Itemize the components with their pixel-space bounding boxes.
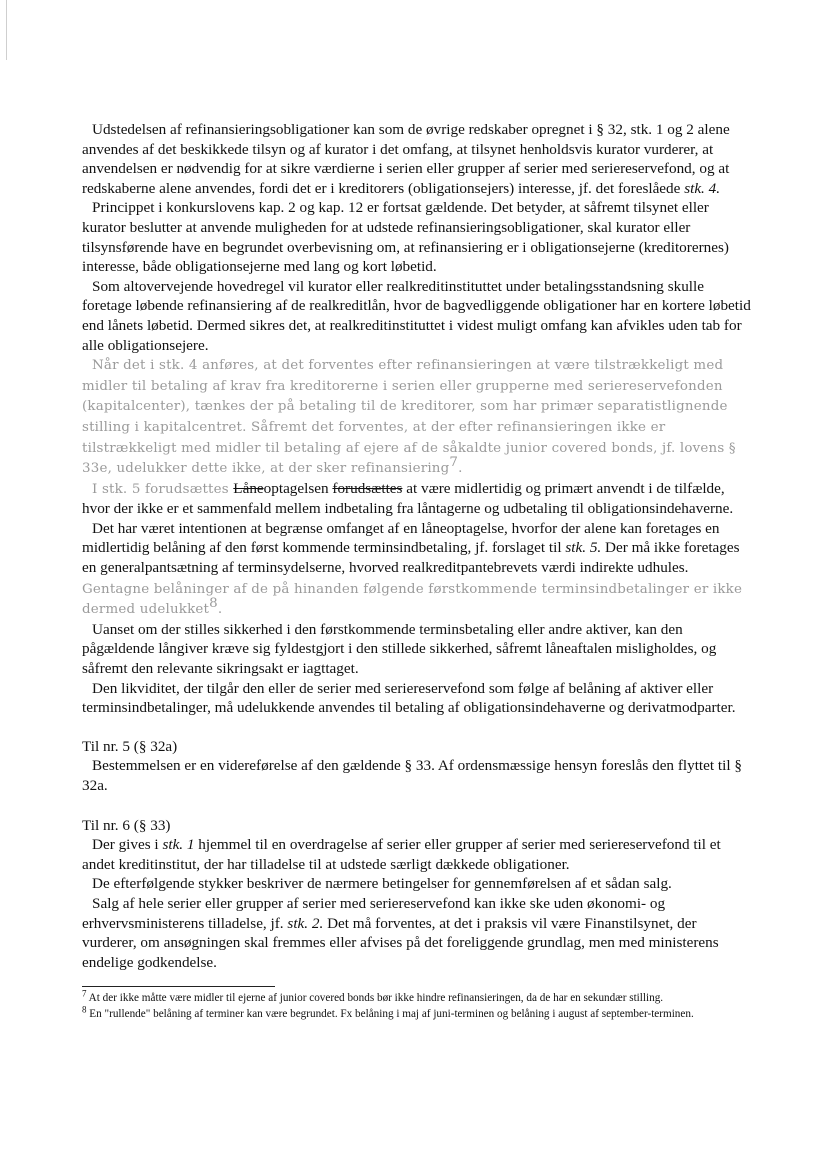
- paragraph-12: [82, 894, 754, 972]
- paragraph-5: [82, 479, 754, 519]
- struck-text: forudsættes: [332, 479, 403, 497]
- paragraph-3: Som altovervejende hovedregel vil kurator eller realkreditinstituttet under betalingsstandsning skulle foretage løbende refinansiering af de realkreditlån, hvor de bagvedliggende obligationer har en kortere løbetid end lånets løbetid. Dermed sikres det, at realkreditinstituttet i videst muligt omfang kan afvikles uden tab for alle obligationsejere.: [82, 277, 751, 354]
- paragraph-8: Den likviditet, der tilgår den eller de serier med seriereservefond som følge af belåning af aktiver eller terminsindbetalinger, må udelukkende anvendes til betaling af obligationsindehaverne og derivatmodparter.: [82, 679, 736, 717]
- paragraph-4: Når det i stk. 4 anføres, at det forventes efter refinansieringen at være tilstrækkeligt med midler til betaling af krav fra kreditorerne i serien eller grupperne med seriereservefonden (kapitalcenter), tænkes der på betaling til de kreditorer, som har primær separatistlignende stilling i kapitalcentret. Såfremt det forventes, at der efter refinansieringen ikke er tilstrækkeligt med midler til betaling af ejere af de såkaldte junior covered bonds, jf. lovens § 33e, udelukker dette ikke, at der sker refinansiering$^7$.: [82, 358, 736, 477]
- faded-text: Når det i stk. 4 anføres, at det forventes efter refinansieringen at være tilstrækkeligt med midler til betaling af krav fra kreditorerne i serien eller grupperne med seriereservefonden (kapitalcenter), tænkes der på betaling til de kreditorer, som har primær separatistlignende stilling i kapitalcentret. Såfremt det forventes, at der efter refinansieringen ikke er tilstrækkeligt med midler til betaling af ejere af de såkaldte junior covered bonds, jf. lovens § 33e, udelukker dette ikke, at der sker refinansiering: [82, 358, 736, 477]
- stk-reference: stk. 1: [162, 836, 195, 854]
- paragraph-text: at være midlertidig og primært anvendt i de tilfælde, hvor der ikke er et sammenfald mellem indbetaling fra låntagerne og udbetaling til obligationsindehaverne.: [82, 479, 734, 518]
- scan-edge-line: [6, 0, 7, 60]
- paragraph-text: Det har været intentionen at begrænse omfanget af en låneoptagelse, hvorfor der alene kan foretages en midlertidig belåning af den først kommende terminsindbetaling, jf. forslaget til: [82, 519, 720, 557]
- paragraph-text: Det må forventes, at det i praksis vil være Finanstilsynet, der vurderer, om ansøgningen skal fremmes eller afvises på det foreliggende grundlag, men med ministerens endelige godkendelse.: [82, 914, 719, 971]
- paragraph-7: Uanset om der stilles sikkerhed i den førstkommende terminsbetaling eller andre aktiver, kan den pågældende långiver kræve sig fyldestgjort i den stillede sikkerhed, såfremt låneaftalen misligholdes, og såfremt den relevante sikringsakt er iagttaget.: [82, 620, 717, 678]
- footnote-ref-7: 7: [449, 455, 459, 471]
- footnote-8: [82, 1006, 754, 1022]
- faded-text: I stk. 5 forudsættes: [92, 481, 234, 497]
- stk-reference: stk. 2.: [287, 914, 324, 932]
- footnote-text: En "rullende" belåning af terminer kan være begrundet. Fx belåning i maj af juni-terminen og belåning i august af september-terminen.: [86, 1008, 694, 1020]
- body-text: [82, 120, 754, 972]
- faded-text: Gentagne belåninger af de på hinanden følgende førstkommende terminsindbetalinger er ikke dermed udelukket: [82, 581, 743, 618]
- footnote-7: [82, 990, 754, 1006]
- section-heading-nr6: Til nr. 6 (§ 33): [82, 816, 171, 834]
- paragraph-2: Princippet i konkurslovens kap. 2 og kap. 12 er fortsat gældende. Det betyder, at såfremt tilsynet eller kurator beslutter at anvende muligheden for at udstede refinansieringsobligationer, skal kurator eller tilsynsførende have en begrundet overbevisning om, at refinansiering er i obligationsejerne (kreditorernes) interesse, både obligationsejerne med lang og kort løbetid.: [82, 199, 729, 276]
- footnote-ref-8: 8: [209, 596, 218, 612]
- paragraph-1: [82, 120, 754, 198]
- section-heading-nr5: Til nr. 5 (§ 32a): [82, 737, 178, 755]
- footnote-divider: [82, 986, 275, 987]
- footnote-mark: 7: [82, 988, 87, 999]
- footnotes: [82, 990, 754, 1022]
- paragraph-6: Det har været intentionen at begrænse omfanget af en låneoptagelse, hvorfor der alene kan foretages en midlertidig belåning af den først kommende terminsindbetaling, jf. forslaget til stk. 5. Der må ikke foretages en generalpantsætning af terminsydelserne, hvorved realkreditpantebrevets værdi indirekte udhules. Gentagne belåninger af de på hinanden følgende førstkommende terminsindbetalinger er ikke dermed udelukket$^8$.: [82, 519, 743, 618]
- footnote-text: At der ikke måtte være midler til ejerne af junior covered bonds bør ikke hindre refinansieringen, da de har en sekundær stilling.: [86, 992, 664, 1004]
- paragraph-text: Udstedelsen af refinansieringsobligationer kan som de øvrige redskaber opregnet i § 32, stk. 1 og 2 alene anvendes af det beskikkede tilsyn og af kurator i det omfang, at tilsynet henholdsvis kurator vurderer, at anvendelsen er nødvendig for at sikre værdierne i serien eller grupper af serier med seriereservefond, og at redskaberne alene anvendes, fordi det er i kreditorers (obligationsejers) interesse, jf. det foreslåede: [82, 121, 730, 197]
- paragraph-11: De efterfølgende stykker beskriver de nærmere betingelser for gennemførelsen af et sådan salg.: [92, 875, 672, 893]
- paragraph-9: Bestemmelsen er en videreførelse af den gældende § 33. Af ordensmæssige hensyn foreslås den flyttet til § 32a.: [82, 757, 742, 794]
- paragraph-text: optagelsen: [263, 479, 333, 497]
- paragraph-text: hjemmel til en overdragelse af serier eller grupper af serier med seriereservefond til et andet kreditinstitut, der har tilladelse til at udstede særligt dækkede obligationer.: [82, 836, 721, 873]
- stk-reference: stk. 5.: [565, 539, 602, 557]
- struck-text: Låne: [233, 479, 264, 497]
- footnote-mark: 8: [82, 1004, 87, 1015]
- paragraph-10: [82, 835, 754, 874]
- stk-reference: stk. 4.: [684, 179, 721, 197]
- paragraph-text: Der gives i: [92, 836, 159, 854]
- paragraph-text: Salg af hele serier eller grupper af serier med seriereservefond kan ikke ske uden økonomi- og erhvervsministerens tilladelse, jf.: [82, 894, 666, 932]
- paragraph-text: Der må ikke foretages en generalpantsætning af terminsydelserne, hvorved realkreditpantebrevets værdi indirekte udhules.: [82, 539, 740, 577]
